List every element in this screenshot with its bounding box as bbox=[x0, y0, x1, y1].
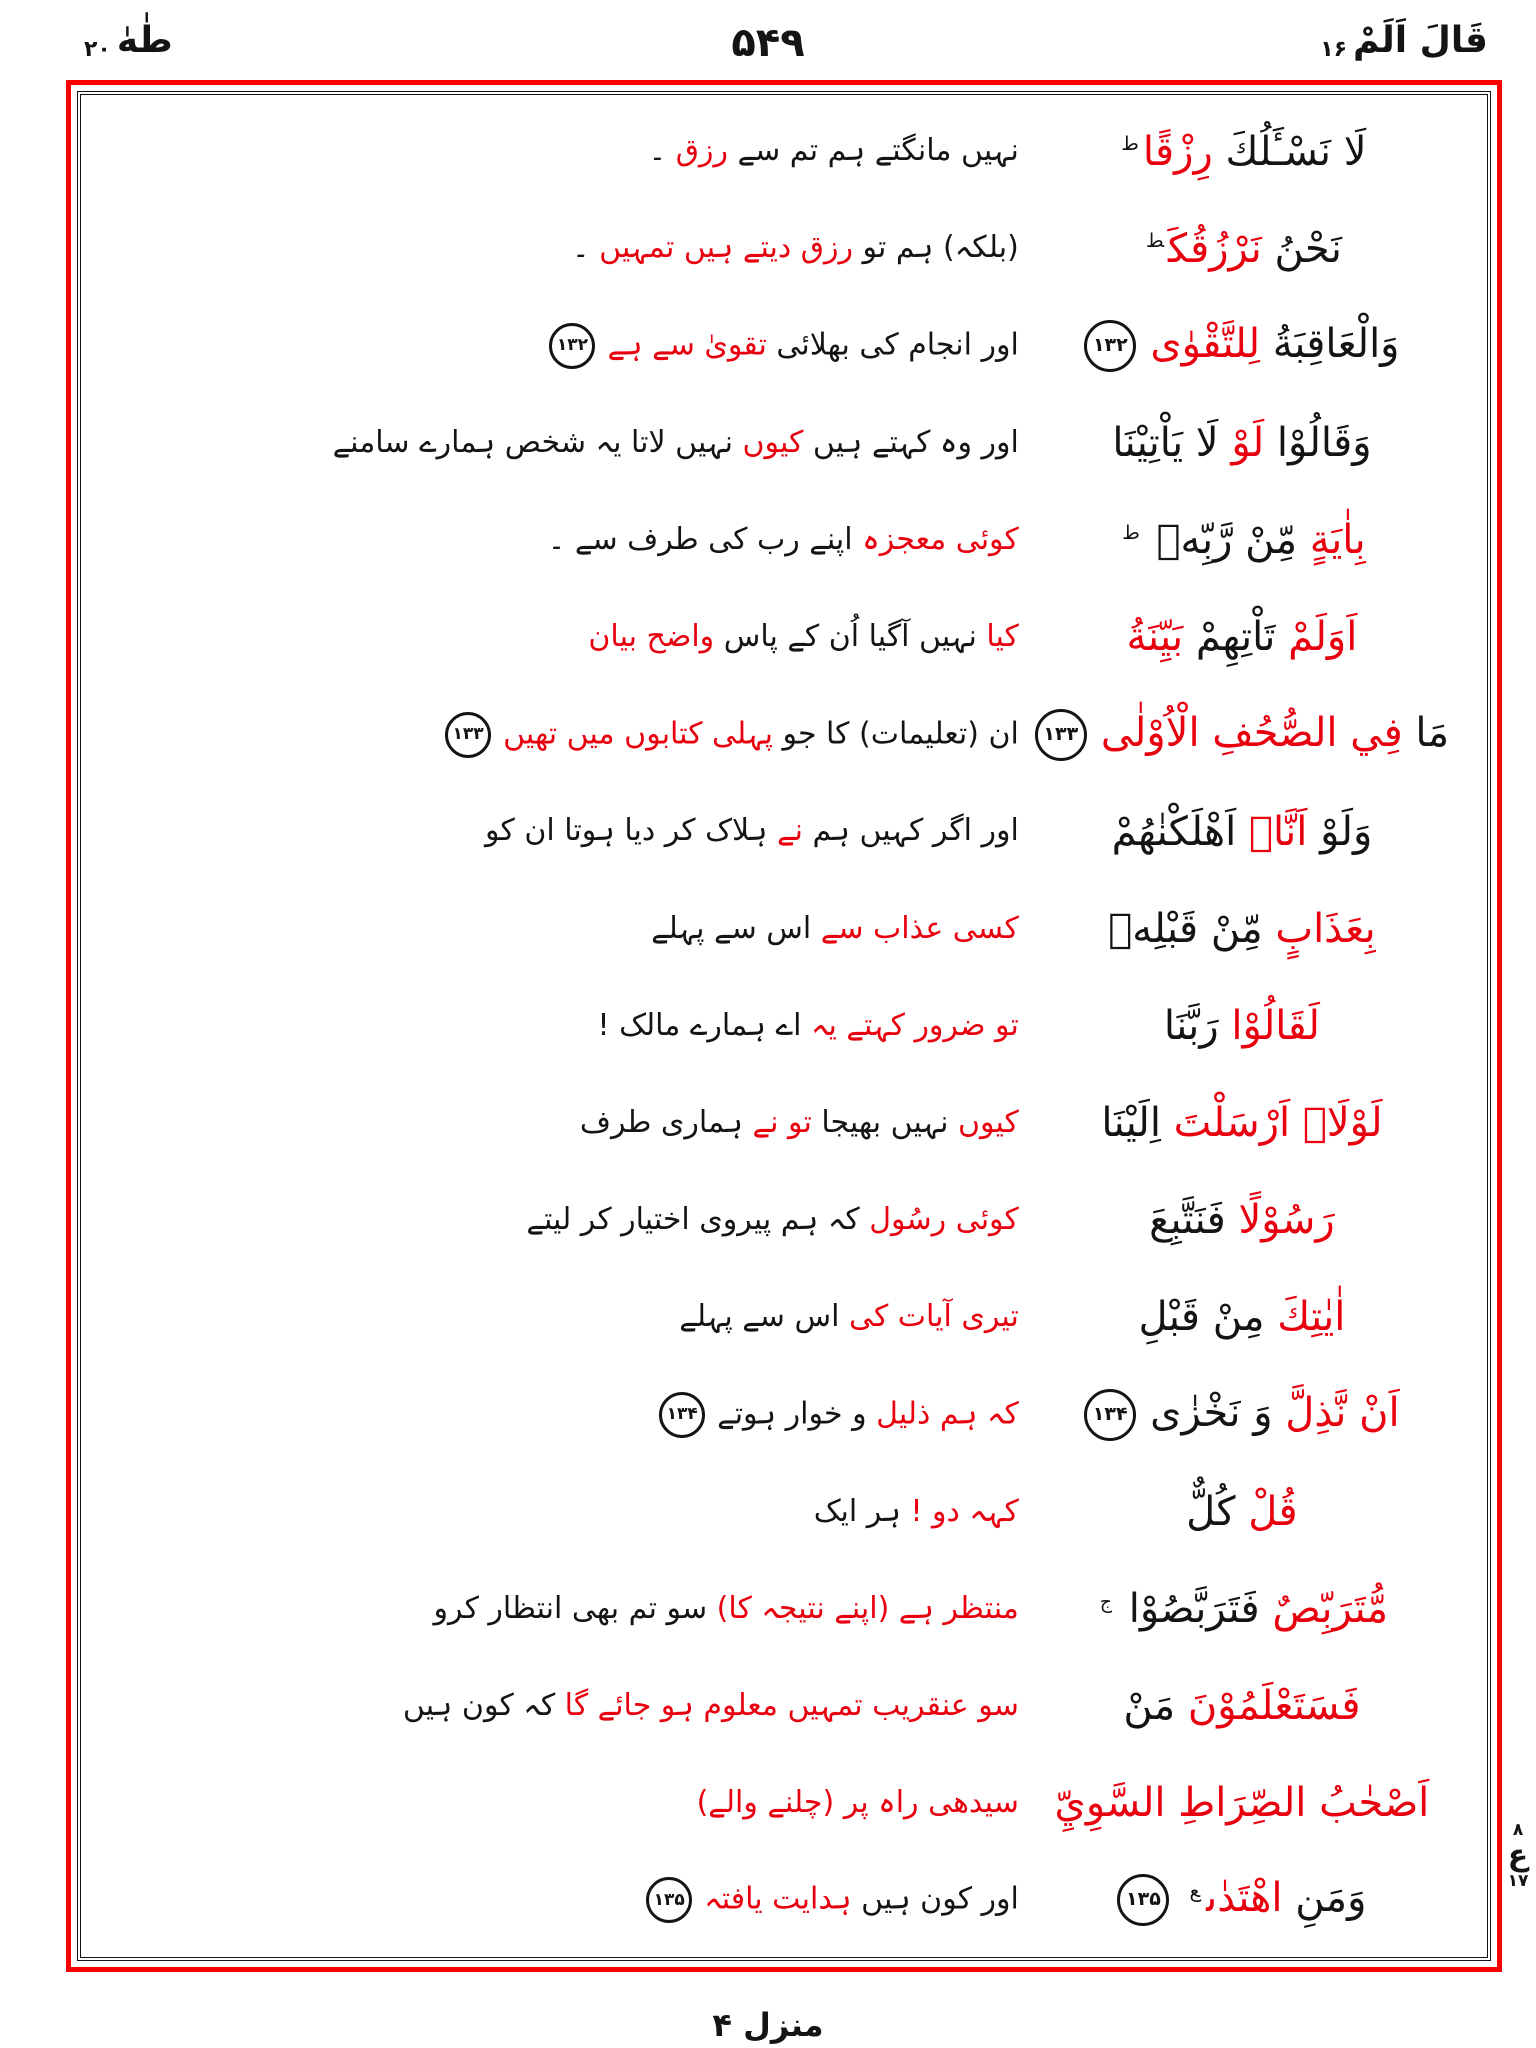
urdu-text-segment: ہدایت یافتہ bbox=[704, 1881, 852, 1917]
ayah-row-4 bbox=[107, 394, 1465, 491]
arabic-text-segment: وَالْعَاقِبَةُ bbox=[1260, 320, 1400, 367]
arabic-text-segment: مِنْ قَبْلِ bbox=[1138, 1294, 1278, 1341]
urdu-text-segment: نہیں آگیا اُن کے پاس bbox=[714, 619, 987, 655]
urdu-text-segment: کوئی معجزہ bbox=[862, 521, 1019, 557]
arabic-text-segment: لَقَالُوْا bbox=[1231, 1002, 1320, 1049]
ayah-row-6 bbox=[107, 589, 1465, 686]
urdu-translation-line bbox=[107, 1592, 1019, 1627]
urdu-text-segment: ان (تعلیمات) کا جو bbox=[772, 716, 1019, 752]
urdu-text-segment: کیوں bbox=[742, 424, 804, 460]
arabic-text-segment: اَصْحٰبُ الصِّرَاطِ السَّوِيِّ bbox=[1054, 1780, 1430, 1827]
urdu-text-segment: کیوں bbox=[957, 1104, 1019, 1140]
urdu-translation-line bbox=[107, 912, 1019, 947]
ayah-row-11 bbox=[107, 1075, 1465, 1172]
arabic-text-segment: فَسَتَعْلَمُوْنَ bbox=[1187, 1683, 1361, 1730]
arabic-ayah-line bbox=[1019, 809, 1465, 855]
urdu-text-segment: نہیں لاتا یہ شخص ہمارے سامنے bbox=[332, 424, 743, 460]
arabic-text-segment: اَوَلَمْ bbox=[1288, 614, 1358, 661]
urdu-translation-line bbox=[107, 620, 1019, 655]
ayah-row-5 bbox=[107, 492, 1465, 589]
urdu-text-segment: نے bbox=[776, 813, 803, 849]
arabic-text-segment: مِّنْ قَبْلِهٖ bbox=[1108, 905, 1276, 952]
juz-title-text: قَالَ اَلَمْ bbox=[1353, 20, 1488, 61]
urdu-translation-line bbox=[107, 1689, 1019, 1724]
arabic-text-segment: مَنْ bbox=[1123, 1683, 1188, 1730]
urdu-text-segment: اس سے پہلے bbox=[679, 1299, 849, 1335]
urdu-text-segment: کیا bbox=[986, 619, 1019, 655]
arabic-ayah-line bbox=[1019, 614, 1465, 660]
urdu-translation-line bbox=[107, 1009, 1019, 1044]
page-number: ۵۴۹ bbox=[731, 20, 805, 66]
verse-number-badge: ۱۳۵ bbox=[646, 1877, 692, 1923]
ayah-row-19 bbox=[107, 1852, 1465, 1949]
ayah-row-3 bbox=[107, 297, 1465, 394]
surah-number: ۲۰ bbox=[84, 37, 111, 62]
urdu-text-segment: کہ ہم پیروی اختیار کر لیتے bbox=[526, 1202, 870, 1238]
verse-number-badge: ۱۳۲ bbox=[1084, 320, 1136, 372]
urdu-text-segment: اور اگر کہیں ہم bbox=[802, 813, 1019, 849]
arabic-ayah-line bbox=[1019, 226, 1465, 272]
urdu-text-segment: (بلکہ) ہم تو bbox=[853, 230, 1019, 266]
arabic-text-segment: وَمَنِ bbox=[1282, 1875, 1367, 1922]
urdu-translation-line bbox=[107, 814, 1019, 849]
ayah-row-12 bbox=[107, 1172, 1465, 1269]
arabic-text-segment: تَاْتِهِمْ bbox=[1183, 614, 1289, 661]
arabic-text-segment: لَا يَاْتِيْنَا bbox=[1112, 420, 1232, 467]
arabic-text-segment: اَنَّاۤ bbox=[1248, 808, 1308, 855]
urdu-text-segment: اپنے رب کی طرف سے ۔ bbox=[547, 521, 863, 557]
urdu-translation-line bbox=[107, 1495, 1019, 1530]
urdu-translation-line bbox=[107, 1877, 1019, 1923]
urdu-translation-line bbox=[107, 712, 1019, 758]
pause-mark: ط bbox=[1145, 230, 1165, 253]
verse-number-badge: ۱۳۴ bbox=[659, 1392, 705, 1438]
verse-number-badge: ۱۳۵ bbox=[1117, 1874, 1169, 1926]
urdu-translation-line bbox=[107, 426, 1019, 461]
arabic-text-segment: وَقَالُوْا bbox=[1264, 420, 1372, 467]
arabic-ayah-line bbox=[1019, 1586, 1465, 1632]
juz-number: ۱۶ bbox=[1320, 37, 1348, 62]
urdu-text-segment: اور کون ہیں bbox=[851, 1881, 1019, 1917]
ayah-row-8 bbox=[107, 783, 1465, 880]
urdu-text-segment: اور انجام کی بھلائی bbox=[766, 327, 1019, 363]
arabic-text-segment: اِلَيْنَا bbox=[1101, 1100, 1174, 1147]
arabic-text-segment: لَوْلَاۤ اَرْسَلْتَ bbox=[1173, 1100, 1383, 1147]
urdu-translation-line bbox=[107, 231, 1019, 266]
ayah-row-2 bbox=[107, 200, 1465, 297]
verse-number-badge: ۱۳۴ bbox=[1084, 1389, 1136, 1441]
urdu-text-segment: و خوار ہوتے bbox=[717, 1396, 877, 1432]
ayah-row-7 bbox=[107, 686, 1465, 783]
arabic-ayah-line bbox=[1019, 709, 1465, 761]
arabic-text-segment: مِّنْ رَّبِّهٖ bbox=[1143, 517, 1310, 564]
ayah-row-14 bbox=[107, 1366, 1465, 1463]
urdu-text-segment: سو تم بھی انتظار کرو bbox=[433, 1590, 717, 1626]
pause-mark: ط bbox=[1122, 521, 1140, 544]
arabic-text-segment: فِي الصُّحُفِ الْاُوْلٰى bbox=[1100, 709, 1403, 756]
arabic-text-segment: وَلَوْ bbox=[1307, 808, 1373, 855]
arabic-text-segment: بِعَذَابٍ bbox=[1275, 905, 1376, 952]
urdu-text-segment: ہلاک کر دیا ہوتا ان کو bbox=[485, 813, 777, 849]
urdu-text-segment: کہ کون ہیں bbox=[402, 1687, 565, 1723]
urdu-text-segment: اس سے پہلے bbox=[651, 910, 821, 946]
urdu-text-segment: ۔ bbox=[572, 230, 600, 266]
urdu-text-segment: پہلی کتابوں میں تھیں bbox=[503, 716, 773, 752]
verse-number-badge: ۱۳۳ bbox=[1035, 709, 1087, 761]
arabic-ayah-line bbox=[1019, 1294, 1465, 1340]
arabic-text-segment: لِلتَّقْوٰى bbox=[1150, 320, 1261, 367]
arabic-text-segment: مُّتَرَبِّصٌ bbox=[1272, 1585, 1389, 1632]
header-surah-title bbox=[78, 20, 173, 62]
arabic-ayah-line bbox=[1019, 1874, 1465, 1926]
ayah-row-1 bbox=[107, 103, 1465, 200]
urdu-translation-line bbox=[107, 1106, 1019, 1141]
surah-title-text: طٰهٰ bbox=[116, 20, 173, 61]
ayah-row-13 bbox=[107, 1269, 1465, 1366]
page-border-frame bbox=[66, 80, 1502, 1972]
urdu-text-segment: تو نے bbox=[752, 1104, 812, 1140]
arabic-text-segment: نَرْزُقُكَ bbox=[1168, 225, 1262, 272]
manzil-footer: منزل ۴ bbox=[712, 2006, 824, 2044]
urdu-text-segment: نہیں مانگتے ہم تم سے bbox=[728, 133, 1019, 169]
urdu-translation-line bbox=[107, 1786, 1019, 1821]
arabic-text-segment: بِاٰيَةٍ bbox=[1309, 517, 1366, 564]
ayah-row-9 bbox=[107, 880, 1465, 977]
urdu-text-segment: تقویٰ سے ہے bbox=[607, 327, 767, 363]
urdu-text-segment: تیری آیات کی bbox=[848, 1299, 1019, 1335]
arabic-text-segment: فَنَتَّبِعَ bbox=[1149, 1197, 1239, 1244]
arabic-text-segment: اَنْ نَّذِلَّ bbox=[1285, 1389, 1400, 1436]
arabic-ayah-line bbox=[1019, 1389, 1465, 1441]
urdu-translation-line bbox=[107, 1392, 1019, 1438]
urdu-text-segment: نہیں بھیجا bbox=[811, 1104, 958, 1140]
ayah-rows-container bbox=[107, 103, 1465, 1949]
urdu-translation-line bbox=[107, 323, 1019, 369]
arabic-ayah-line bbox=[1019, 1780, 1465, 1826]
arabic-ayah-line bbox=[1019, 420, 1465, 466]
verse-number-badge: ۱۳۲ bbox=[549, 323, 595, 369]
arabic-text-segment: رَسُوْلًا bbox=[1238, 1197, 1335, 1244]
pause-mark: ط bbox=[1121, 133, 1139, 156]
urdu-text-segment: اور وہ کہتے ہیں bbox=[803, 424, 1019, 460]
urdu-text-segment: سیدھی راہ پر (چلنے والے) bbox=[696, 1784, 1019, 1820]
ayah-row-15 bbox=[107, 1463, 1465, 1560]
arabic-text-segment: نَحْنُ bbox=[1261, 225, 1342, 272]
ruku-top-number: ۸ bbox=[1512, 1820, 1524, 1840]
ruku-ain-mark: ع bbox=[1189, 1878, 1201, 1903]
urdu-text-segment: کہہ دو ! bbox=[910, 1493, 1019, 1529]
ayah-row-18 bbox=[107, 1755, 1465, 1852]
arabic-text-segment: قُلْ bbox=[1248, 1488, 1298, 1535]
arabic-text-segment: اَهْلَكْنٰهُمْ bbox=[1111, 808, 1249, 855]
ayah-row-10 bbox=[107, 977, 1465, 1074]
urdu-text-segment: ہر ایک bbox=[813, 1493, 911, 1529]
arabic-ayah-line bbox=[1019, 906, 1465, 952]
urdu-text-segment: سو عنقریب تمہیں معلوم ہو جائے گا bbox=[564, 1687, 1019, 1723]
arabic-text-segment: رِزْقًا bbox=[1142, 128, 1213, 175]
urdu-text-segment: منتظر ہے (اپنے نتیجہ کا) bbox=[716, 1590, 1019, 1626]
arabic-text-segment: رَبَّنَا bbox=[1163, 1002, 1232, 1049]
arabic-ayah-line bbox=[1019, 1100, 1465, 1146]
urdu-text-segment: کوئی رسُول bbox=[869, 1202, 1019, 1238]
urdu-translation-line bbox=[107, 1203, 1019, 1238]
arabic-text-segment: كُلٌّ bbox=[1186, 1488, 1249, 1535]
urdu-text-segment: رزق bbox=[675, 133, 728, 169]
urdu-translation-line bbox=[107, 523, 1019, 558]
arabic-ayah-line bbox=[1019, 1197, 1465, 1243]
arabic-ayah-line bbox=[1019, 320, 1465, 372]
arabic-text-segment: اٰيٰتِكَ bbox=[1277, 1294, 1346, 1341]
pause-mark: ج bbox=[1099, 1590, 1113, 1613]
ruku-ain-icon: ع bbox=[1507, 1838, 1529, 1873]
ruku-margin-marker bbox=[1500, 1822, 1536, 1890]
urdu-text-segment: تو ضرور کہتے یہ bbox=[810, 1007, 1019, 1043]
arabic-text-segment: فَتَرَبَّصُوْا bbox=[1116, 1585, 1273, 1632]
arabic-ayah-line bbox=[1019, 517, 1465, 563]
arabic-text-segment: لَا نَسْـَٔلُكَ bbox=[1212, 128, 1367, 175]
urdu-text-segment: واضح بیان bbox=[588, 619, 715, 655]
arabic-text-segment: مَا bbox=[1402, 709, 1450, 756]
header-juz-title bbox=[1314, 20, 1488, 62]
urdu-text-segment: رزق دیتے ہیں تمہیں bbox=[599, 230, 853, 266]
urdu-text-segment: کہ ہم ذلیل bbox=[876, 1396, 1019, 1432]
arabic-text-segment: لَوْ bbox=[1231, 420, 1265, 467]
ayah-row-17 bbox=[107, 1658, 1465, 1755]
verse-number-badge: ۱۳۳ bbox=[445, 712, 491, 758]
urdu-translation-line bbox=[107, 134, 1019, 169]
arabic-text-segment: بَيِّنَةُ bbox=[1126, 614, 1184, 661]
arabic-ayah-line bbox=[1019, 129, 1465, 175]
urdu-text-segment: اے ہمارے مالک ! bbox=[597, 1007, 811, 1043]
urdu-text-segment: کسی عذاب سے bbox=[820, 910, 1019, 946]
page-border-inner-line bbox=[77, 91, 1491, 1961]
arabic-ayah-line bbox=[1019, 1683, 1465, 1729]
arabic-ayah-line bbox=[1019, 1489, 1465, 1535]
urdu-translation-line bbox=[107, 1300, 1019, 1335]
urdu-text-segment: ہماری طرف bbox=[579, 1104, 753, 1140]
arabic-ayah-line bbox=[1019, 1003, 1465, 1049]
arabic-text-segment: وَ نَخْزٰى bbox=[1150, 1389, 1286, 1436]
ayah-row-16 bbox=[107, 1560, 1465, 1657]
ruku-bottom-number: ۱۷ bbox=[1507, 1871, 1529, 1891]
arabic-text-segment: اهْتَدٰى bbox=[1206, 1875, 1283, 1922]
urdu-text-segment: ۔ bbox=[648, 133, 676, 169]
